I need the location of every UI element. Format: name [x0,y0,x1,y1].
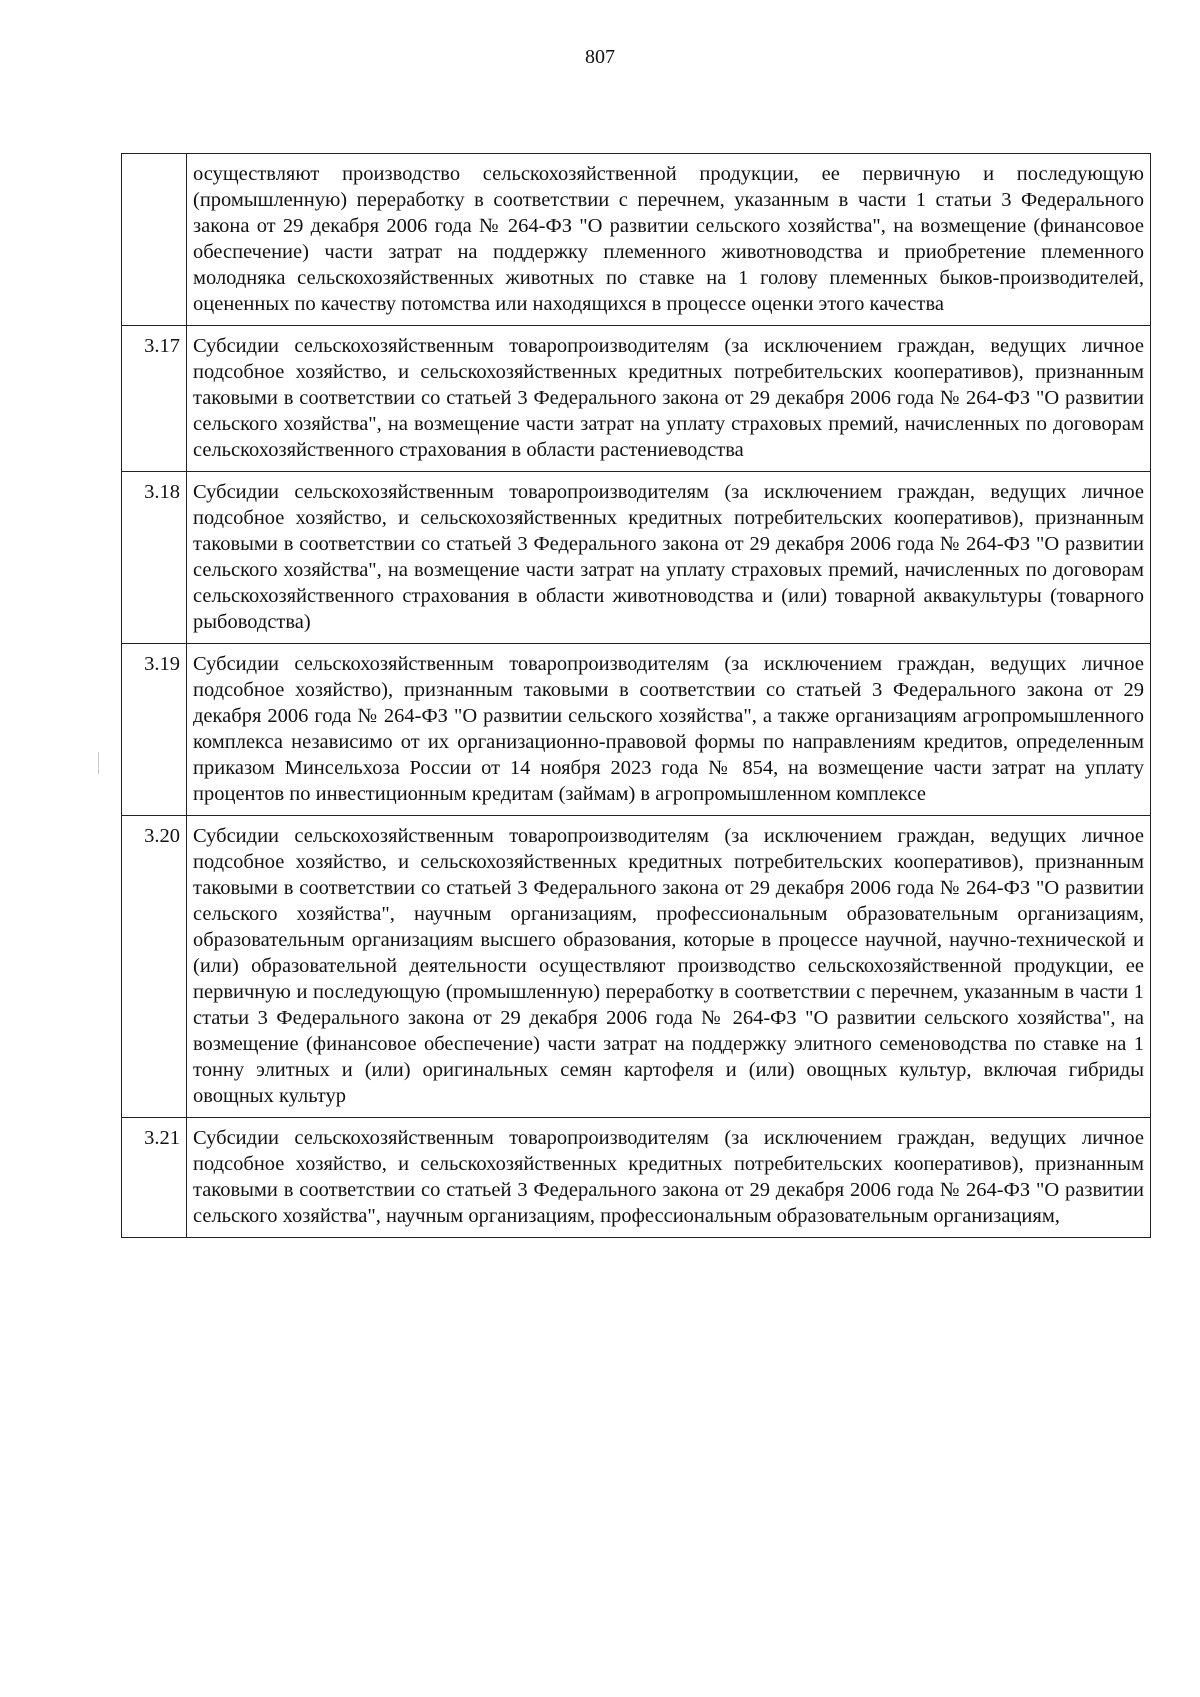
row-number: 3.21 [122,1118,187,1238]
scan-artifact [98,752,99,774]
row-number: 3.19 [122,644,187,816]
table-row [122,154,1151,326]
table-row [122,326,1151,472]
page-number: 807 [585,46,615,68]
row-text: Субсидии сельскохозяйственным товаропроизводителям (за исключением граждан, ведущих личное подсобное хозяйство, и сельскохозяйственных кредитных потребительских кооперативов), признанным таковыми в соответствии со статьей 3 Федерального закона от 29 декабря 2006 года № 264-ФЗ "О развитии сельского хозяйства", научным организациям, профессиональным образовательным организациям, [187,1118,1151,1238]
table-row [122,644,1151,816]
table-row [122,472,1151,644]
table-row [122,1118,1151,1238]
document-table [121,153,1151,1238]
row-number: 3.20 [122,816,187,1118]
row-number [122,154,187,326]
row-text: Субсидии сельскохозяйственным товаропроизводителям (за исключением граждан, ведущих личное подсобное хозяйство), признанным таковыми в соответствии со статьей 3 Федерального закона от 29 декабря 2006 года № 264-ФЗ "О развитии сельского хозяйства", а также организациям агропромышленного комплекса независимо от их организационно-правовой формы по направлениям кредитов, определенным приказом Минсельхоза России от 14 ноября 2023 года № 854, на возмещение части затрат на уплату процентов по инвестиционным кредитам (займам) в агропромышленном комплексе [187,644,1151,816]
row-text: Субсидии сельскохозяйственным товаропроизводителям (за исключением граждан, ведущих личное подсобное хозяйство, и сельскохозяйственных кредитных потребительских кооперативов), признанным таковыми в соответствии со статьей 3 Федерального закона от 29 декабря 2006 года № 264-ФЗ "О развитии сельского хозяйства", на возмещение части затрат на уплату страховых премий, начисленных по договорам сельскохозяйственного страхования в области животноводства и (или) товарной аквакультуры (товарного рыбоводства) [187,472,1151,644]
row-number: 3.17 [122,326,187,472]
row-number: 3.18 [122,472,187,644]
table-row [122,816,1151,1118]
row-text: Субсидии сельскохозяйственным товаропроизводителям (за исключением граждан, ведущих личное подсобное хозяйство, и сельскохозяйственных кредитных потребительских кооперативов), признанным таковыми в соответствии со статьей 3 Федерального закона от 29 декабря 2006 года № 264-ФЗ "О развитии сельского хозяйства", на возмещение части затрат на уплату страховых премий, начисленных по договорам сельскохозяйственного страхования в области растениеводства [187,326,1151,472]
row-text: Субсидии сельскохозяйственным товаропроизводителям (за исключением граждан, ведущих личное подсобное хозяйство, и сельскохозяйственных кредитных потребительских кооперативов), признанным таковыми в соответствии со статьей 3 Федерального закона от 29 декабря 2006 года № 264-ФЗ "О развитии сельского хозяйства", научным организациям, профессиональным образовательным организациям, образовательным организациям высшего образования, которые в процессе научной, научно-технической и (или) образовательной деятельности осуществляют производство сельскохозяйственной продукции, ее первичную и последующую (промышленную) переработку в соответствии с перечнем, указанным в части 1 статьи 3 Федерального закона от 29 декабря 2006 года № 264-ФЗ "О развитии сельского хозяйства", на возмещение (финансовое обеспечение) части затрат на поддержку элитного семеноводства по ставке на 1 тонну элитных и (или) оригинальных семян картофеля и (или) овощных культур, включая гибриды овощных культур [187,816,1151,1118]
row-text: осуществляют производство сельскохозяйственной продукции, ее первичную и последующую (промышленную) переработку в соответствии с перечнем, указанным в части 1 статьи 3 Федерального закона от 29 декабря 2006 года № 264-ФЗ "О развитии сельского хозяйства", на возмещение (финансовое обеспечение) части затрат на поддержку племенного животноводства и приобретение племенного молодняка сельскохозяйственных животных по ставке на 1 голову племенных быков-производителей, оцененных по качеству потомства или находящихся в процессе оценки этого качества [187,154,1151,326]
